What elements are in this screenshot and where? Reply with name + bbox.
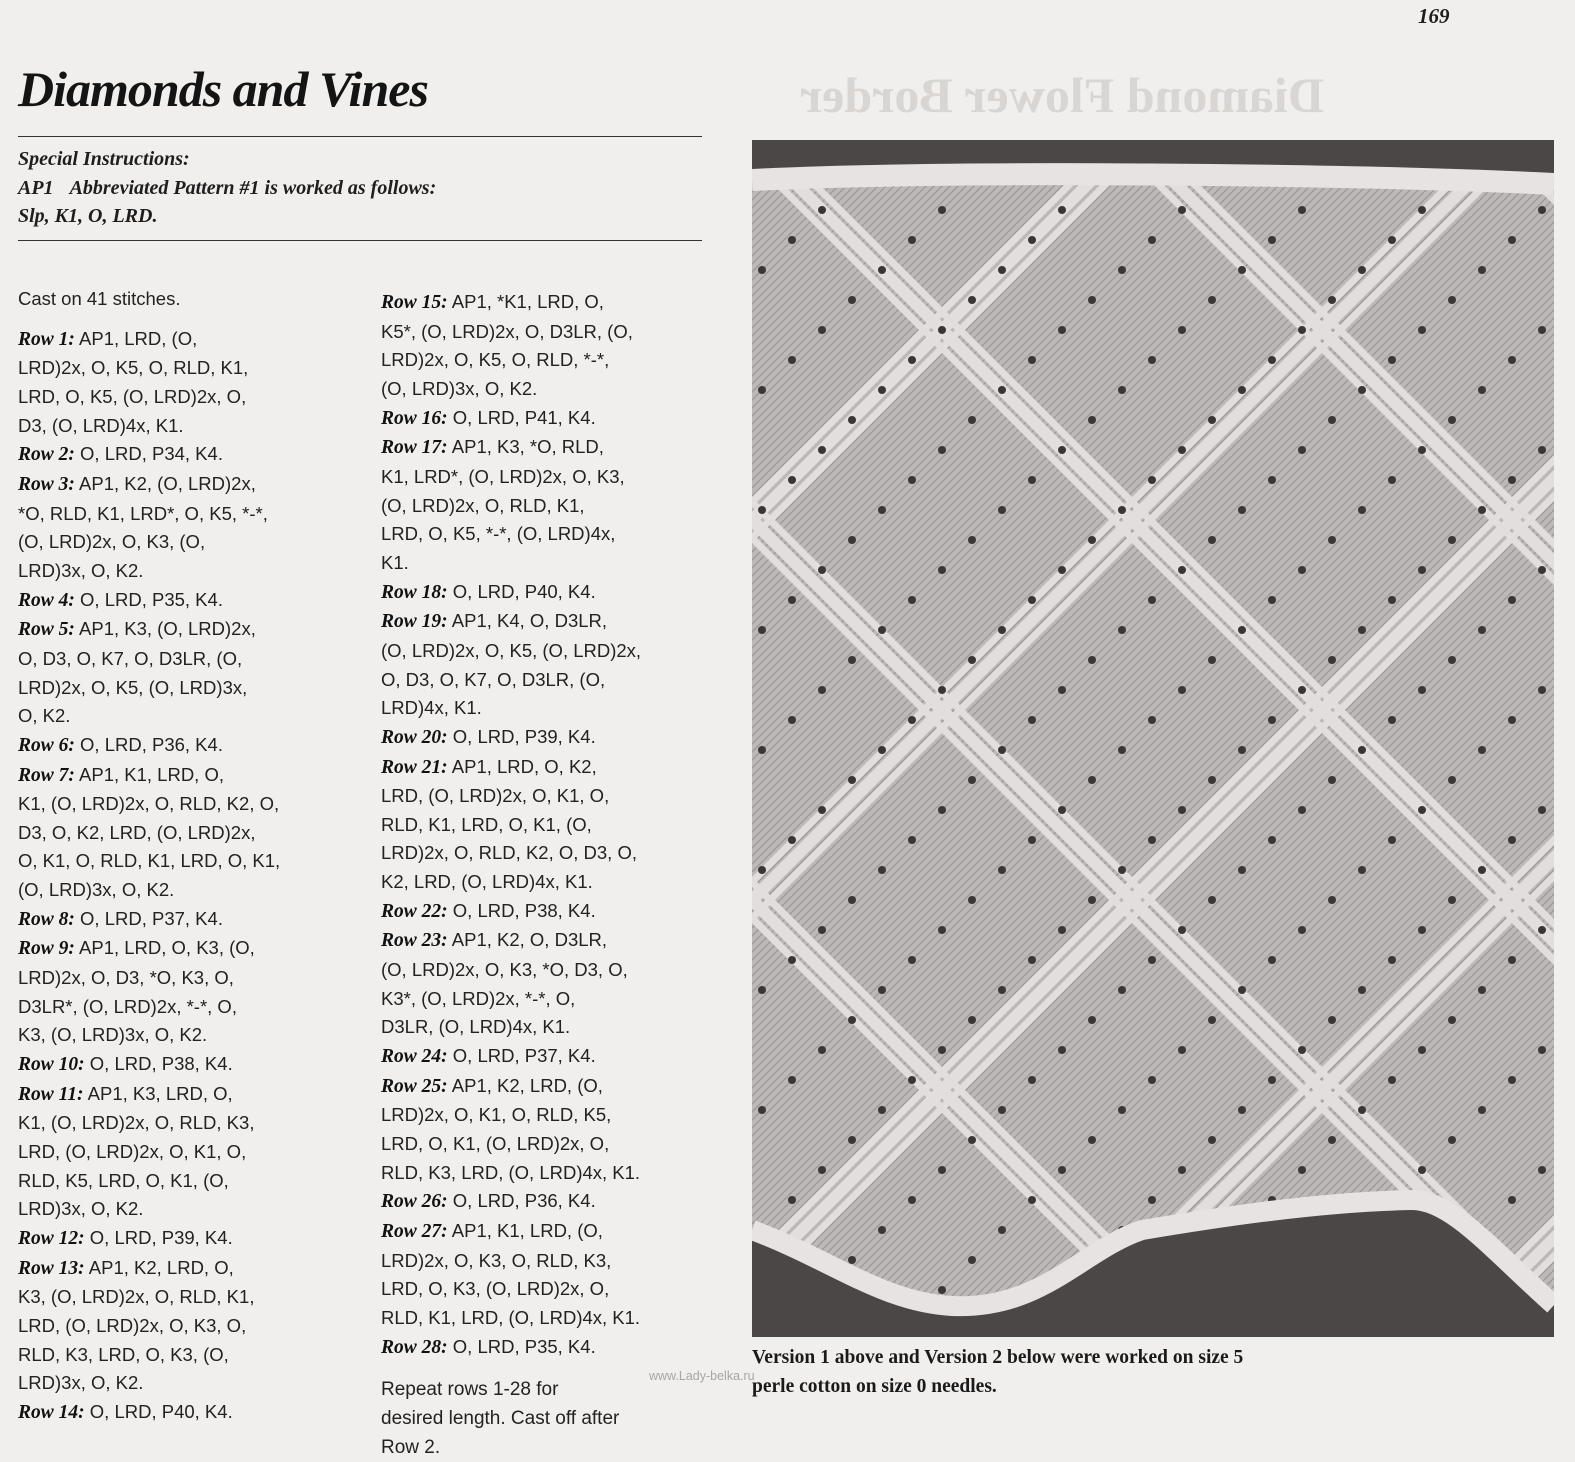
row-label: Row 24: bbox=[381, 1046, 448, 1068]
row-instruction: Row 18: O, LRD, P40, K4. bbox=[381, 580, 596, 603]
row-instruction: Row 25: AP1, K2, LRD, (O, LRD)2x, O, K1, O, RLD, K5, LRD, O, K1, (O, LRD)2x, O, RLD, K3, LRD, (O, LRD)4x, K1. bbox=[381, 1074, 641, 1183]
row-label: Row 9: bbox=[18, 938, 75, 960]
row-label: Row 11: bbox=[18, 1083, 84, 1105]
row-label: Row 5: bbox=[18, 619, 75, 641]
row-instruction: Row 6: O, LRD, P36, K4. bbox=[18, 733, 223, 756]
row-instruction: Row 3: AP1, K2, (O, LRD)2x, *O, RLD, K1, LRD*, O, K5, *-*, (O, LRD)2x, O, K3, (O, LRD)3x, O, K2. bbox=[18, 472, 268, 581]
special-definition: Abbreviated Pattern #1 is worked as follows: bbox=[69, 176, 437, 199]
row-instruction: Row 8: O, LRD, P37, K4. bbox=[18, 907, 223, 930]
rows-list-right bbox=[381, 288, 701, 1362]
page-title: Diamonds and Vines bbox=[18, 61, 428, 117]
row-label: Row 8: bbox=[18, 908, 75, 930]
row-instruction: Row 24: O, LRD, P37, K4. bbox=[381, 1045, 596, 1068]
row-label: Row 23: bbox=[381, 930, 448, 952]
row-label: Row 4: bbox=[18, 589, 75, 611]
row-instruction: Row 10: O, LRD, P38, K4. bbox=[18, 1053, 233, 1076]
instructions-column-right bbox=[381, 288, 701, 1462]
row-instruction: Row 27: AP1, K1, LRD, (O, LRD)2x, O, K3, O, RLD, K3, LRD, O, K3, (O, LRD)2x, O, RLD, K1, LRD, (O, LRD)4x, K1. bbox=[381, 1220, 641, 1328]
row-instruction: Row 15: AP1, *K1, LRD, O, K5*, (O, LRD)2x, O, D3LR, (O, LRD)2x, O, K5, O, RLD, *-*, (O, LRD)3x, O, K2. bbox=[381, 291, 633, 399]
row-instruction: Row 20: O, LRD, P39, K4. bbox=[381, 725, 596, 748]
photo-caption: Version 1 above and Version 2 below were worked on size 5 perle cotton on size 0 needles. bbox=[752, 1347, 1244, 1397]
row-instruction: Row 12: O, LRD, P39, K4. bbox=[18, 1227, 233, 1249]
row-label: Row 27: bbox=[381, 1221, 448, 1242]
row-label: Row 14: bbox=[18, 1401, 85, 1423]
watermark: www.Lady-belka.ru bbox=[649, 1369, 755, 1383]
row-instruction: Row 7: AP1, K1, LRD, O, K1, (O, LRD)2x, O, RLD, K2, O, D3, O, K2, LRD, (O, LRD)2x, O, K1, O, RLD, K1, LRD, O, K1, (O, LRD)3x, O, K2. bbox=[18, 763, 281, 901]
page-number: 169 bbox=[1418, 4, 1450, 28]
lace-top-edge bbox=[752, 174, 1554, 184]
row-instruction: Row 5: AP1, K3, (O, LRD)2x, O, D3, O, K7, O, D3LR, (O, LRD)2x, O, K5, (O, LRD)3x, O, K2. bbox=[18, 618, 256, 727]
row-label: Row 3: bbox=[18, 473, 75, 495]
row-label: Row 21: bbox=[381, 756, 448, 778]
row-label: Row 7: bbox=[18, 764, 75, 786]
row-instruction: Row 23: AP1, K2, O, D3LR, (O, LRD)2x, O, K3, *O, D3, O, K3*, (O, LRD)2x, *-*, O, D3LR, (O, LRD)4x, K1. bbox=[381, 929, 628, 1038]
row-instruction: Row 22: O, LRD, P38, K4. bbox=[381, 899, 596, 922]
row-label: Row 25: bbox=[381, 1075, 448, 1097]
repeat-note: Repeat rows 1-28 for desired length. Cast off after Row 2. bbox=[381, 1379, 620, 1458]
bleed-through-text: Diamond Flower Border bbox=[800, 67, 1325, 123]
row-label: Row 19: bbox=[381, 611, 448, 633]
row-label: Row 13: bbox=[18, 1257, 85, 1279]
row-instruction: Row 19: AP1, K4, O, D3LR, (O, LRD)2x, O, K5, (O, LRD)2x, O, D3, O, K7, O, D3LR, (O, LRD)4x, K1. bbox=[381, 610, 642, 719]
row-label: Row 28: bbox=[381, 1336, 448, 1358]
row-label: Row 10: bbox=[18, 1054, 85, 1076]
row-instruction: Row 14: O, LRD, P40, K4. bbox=[18, 1400, 233, 1423]
row-label: Row 15: bbox=[381, 292, 448, 313]
row-label: Row 6: bbox=[18, 734, 75, 756]
row-instruction: Row 13: AP1, K2, LRD, O, K3, (O, LRD)2x, O, RLD, K1, LRD, (O, LRD)2x, O, K3, O, RLD, K3, LRD, O, K3, (O, LRD)3x, O, K2. bbox=[18, 1256, 255, 1394]
row-label: Row 12: bbox=[18, 1228, 85, 1249]
special-steps: Slp, K1, O, LRD. bbox=[18, 205, 158, 227]
row-label: Row 2: bbox=[18, 444, 75, 466]
row-label: Row 26: bbox=[381, 1191, 448, 1213]
row-label: Row 17: bbox=[381, 437, 448, 459]
divider-bottom bbox=[18, 240, 702, 241]
row-label: Row 1: bbox=[18, 328, 75, 350]
lace-sample-photo bbox=[752, 140, 1554, 1337]
row-label: Row 16: bbox=[381, 407, 448, 429]
row-instruction: Row 11: AP1, K3, LRD, O, K1, (O, LRD)2x, O, RLD, K3, LRD, (O, LRD)2x, O, K1, O, RLD, K5, LRD, O, K1, (O, LRD)3x, O, K2. bbox=[18, 1082, 255, 1220]
special-heading: Special Instructions: bbox=[18, 148, 190, 170]
row-instruction: Row 21: AP1, LRD, O, K2, LRD, (O, LRD)2x, O, K1, O, RLD, K1, LRD, O, K1, (O, LRD)2x, O, RLD, K2, O, D3, O, K2, LRD, (O, LRD)4x, K1. bbox=[381, 755, 637, 893]
row-instruction: Row 17: AP1, K3, *O, RLD, K1, LRD*, (O, LRD)2x, O, K3, (O, LRD)2x, O, RLD, K1, LRD, O, K5, *-*, (O, LRD)4x, K1. bbox=[381, 436, 625, 573]
cast-on-text: Cast on 41 stitches. bbox=[18, 288, 181, 309]
row-instruction: Row 4: O, LRD, P35, K4. bbox=[18, 588, 223, 611]
row-instruction: Row 26: O, LRD, P36, K4. bbox=[381, 1190, 596, 1213]
row-instruction: Row 28: O, LRD, P35, K4. bbox=[381, 1335, 596, 1358]
divider-top bbox=[18, 136, 702, 137]
rows-list-left bbox=[18, 325, 338, 1428]
special-instructions bbox=[18, 145, 708, 231]
row-label: Row 20: bbox=[381, 726, 448, 748]
instructions-column-left bbox=[18, 285, 338, 1428]
row-instruction: Row 2: O, LRD, P34, K4. bbox=[18, 443, 223, 466]
row-label: Row 22: bbox=[381, 900, 448, 922]
row-instruction: Row 1: AP1, LRD, (O, LRD)2x, O, K5, O, RLD, K1, LRD, O, K5, (O, LRD)2x, O, D3, (O, LRD)4x, K1. bbox=[18, 327, 249, 436]
row-label: Row 18: bbox=[381, 581, 448, 603]
row-instruction: Row 9: AP1, LRD, O, K3, (O, LRD)2x, O, D3, *O, K3, O, D3LR*, (O, LRD)2x, *-*, O, K3, (O, LRD)3x, O, K2. bbox=[18, 937, 255, 1046]
special-abbr: AP1 bbox=[18, 176, 54, 199]
lace-fabric bbox=[752, 140, 1554, 1337]
special-definition-line bbox=[18, 174, 708, 203]
row-instruction: Row 16: O, LRD, P41, K4. bbox=[381, 406, 596, 429]
